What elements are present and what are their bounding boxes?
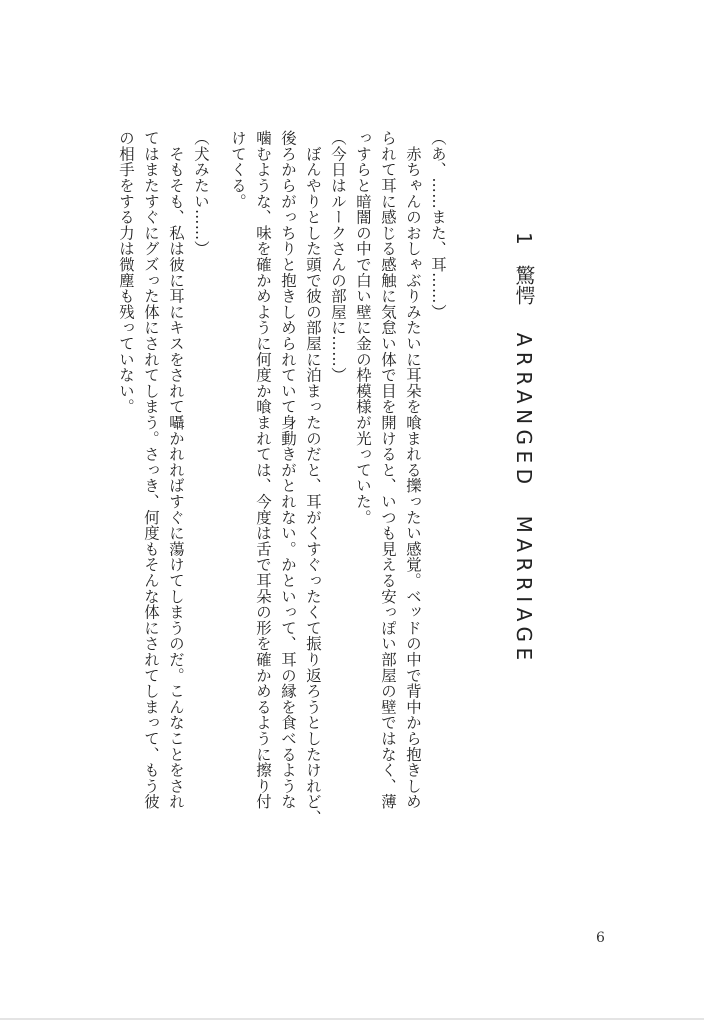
text-line-1: （あ、……また、耳……） <box>429 130 447 320</box>
chapter-number: 1 <box>512 232 536 245</box>
text-line-12: てはまたすぐにグズった体にされてしまう。さっき、何度もそんな体にされてしまって、もう彼 <box>142 130 160 810</box>
chapter-title-en-2: MARRIAGE <box>512 515 536 666</box>
text-line-7: 後ろからがっちりと抱きしめられていて身動きがとれない。かといって、耳の縁を食べるような <box>279 130 297 810</box>
text-line-11: そもそも、私は彼に耳にキスをされて囁かれればすぐに蕩けてしまうのだ。こんなことをされ <box>167 130 185 810</box>
text-line-13: の相手をする力は微塵も残っていない。 <box>117 130 135 415</box>
text-line-10: （犬みたい……） <box>192 130 210 257</box>
chapter-title-ja: 驚愕 <box>512 264 536 305</box>
text-line-2: 赤ちゃんのおしゃぶりみたいに耳朵を喰まれる擽ったい感覚。ベッドの中で背中から抱きしめ <box>404 130 422 810</box>
page-number: 6 <box>596 930 605 946</box>
text-line-8: 噛むような、味を確かめように何度か喰まれては、今度は舌で耳朵の形を確かめるように擦り付 <box>254 130 272 810</box>
text-line-5: （今日はルークさんの部屋に……） <box>329 130 347 383</box>
text-line-4: っすらと暗闇の中で白い壁に金の枠模様が光っていた。 <box>354 130 372 525</box>
text-line-9: けてくる。 <box>229 130 247 209</box>
text-line-3: られて耳に感じる感触に気怠い体で目を開けると、いつも見える安っぽい部屋の壁ではなく、薄 <box>379 130 397 810</box>
chapter-title-en-1: ARRANGED <box>512 332 536 490</box>
text-line-6: ぼんやりとした頭で彼の部屋に泊まったのだと、耳がくすぐったくて振り返ろうとしたけれど、 <box>304 130 322 826</box>
bottom-divider <box>0 1018 704 1020</box>
chapter-heading <box>504 232 544 666</box>
